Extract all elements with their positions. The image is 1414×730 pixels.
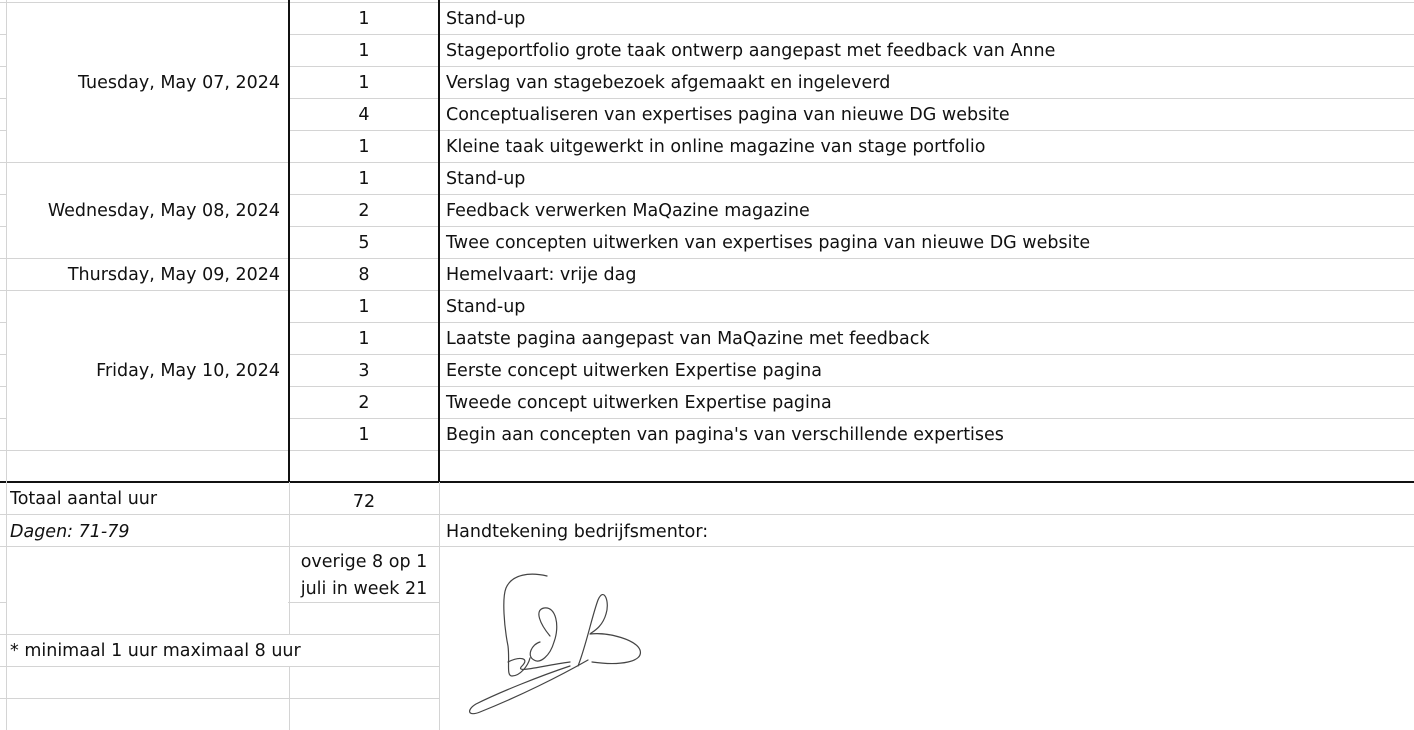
task-cell: Stageportfolio grote taak ontwerp aangepast met feedback van Anne (446, 41, 1056, 61)
hours-cell: 2 (358, 201, 370, 221)
hours-cell: 1 (358, 169, 370, 189)
hours-cell: 1 (358, 329, 370, 349)
task-cell: Stand-up (446, 297, 526, 317)
task-cell: Begin aan concepten van pagina's van verschillende expertises (446, 425, 1004, 445)
hours-cell: 1 (358, 425, 370, 445)
hours-cell: 8 (358, 265, 370, 285)
date-cell: Tuesday, May 07, 2024 (78, 73, 280, 93)
task-cell: Verslag van stagebezoek afgemaakt en ingeleverd (446, 73, 891, 93)
total-label: Totaal aantal uur (10, 489, 158, 509)
task-cell: Laatste pagina aangepast van MaQazine met feedback (446, 329, 930, 349)
grid-line (289, 482, 290, 730)
days-range-label: Dagen: 71-79 (10, 522, 130, 542)
task-cell: Twee concepten uitwerken van expertises pagina van nieuwe DG website (446, 233, 1091, 253)
remaining-hours-note: overige 8 op 1 juli in week 21 (300, 552, 428, 599)
hours-cell: 4 (358, 105, 370, 125)
task-cell: Stand-up (446, 9, 526, 29)
date-cell: Friday, May 10, 2024 (96, 361, 280, 381)
task-cell: Tweede concept uitwerken Expertise pagina (446, 393, 832, 413)
date-cell: Wednesday, May 08, 2024 (47, 201, 280, 221)
date-cell: Thursday, May 09, 2024 (67, 265, 280, 285)
mentor-signature (460, 566, 650, 721)
task-cell: Hemelvaart: vrije dag (446, 265, 637, 285)
hours-cell: 3 (358, 361, 370, 381)
hours-cell: 1 (358, 9, 370, 29)
hours-cell: 2 (358, 393, 370, 413)
hours-cell: 1 (358, 73, 370, 93)
signature-label: Handtekening bedrijfsmentor: (446, 522, 709, 542)
task-cell: Eerste concept uitwerken Expertise pagina (446, 361, 822, 381)
total-value: 72 (352, 492, 376, 512)
task-cell: Feedback verwerken MaQazine magazine (446, 201, 810, 221)
task-cell: Conceptualiseren van expertises pagina van nieuwe DG website (446, 105, 1010, 125)
footnote: * minimaal 1 uur maximaal 8 uur (10, 641, 301, 661)
hours-cell: 5 (358, 233, 370, 253)
task-cell: Stand-up (446, 169, 526, 189)
hours-cell: 1 (358, 297, 370, 317)
hours-cell: 1 (358, 41, 370, 61)
hours-cell: 1 (358, 137, 370, 157)
task-cell: Kleine taak uitgewerkt in online magazine van stage portfolio (446, 137, 986, 157)
